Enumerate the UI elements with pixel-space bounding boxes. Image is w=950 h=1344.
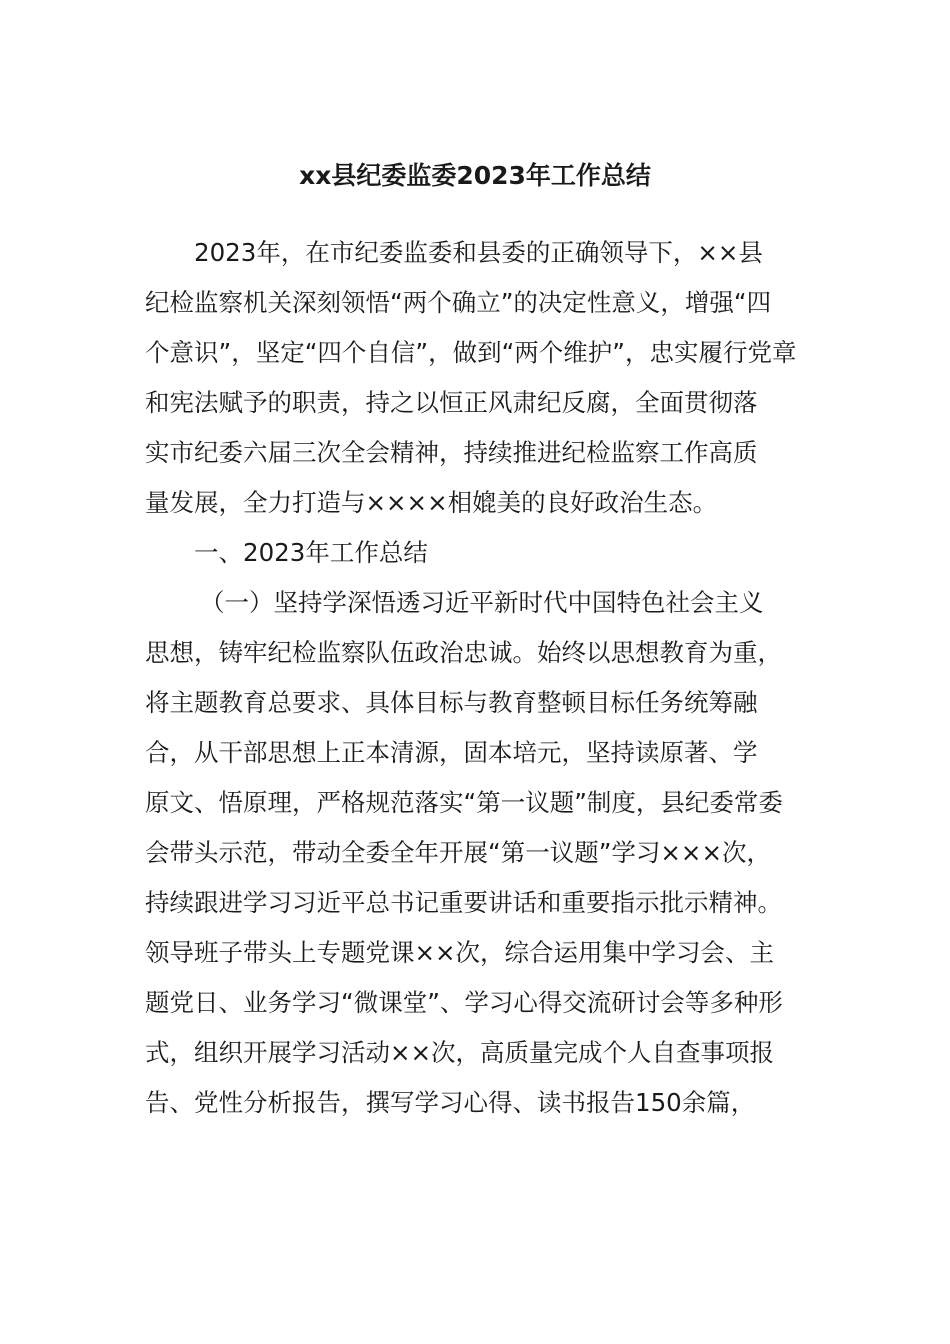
- paragraph-line: 纪检监察机关深刻领悟“两个确立”的决定性意义，增强“四: [145, 288, 772, 317]
- paragraph-line: 领导班子带头上专题党课××次，综合运用集中学习会、主: [145, 938, 775, 967]
- paragraph-line: 实市纪委六届三次全会精神，持续推进纪检监察工作高质: [145, 438, 758, 467]
- paragraph-line: 原文、悟原理，严格规范落实“第一议题”制度，县纪委常委: [145, 788, 783, 817]
- section-heading: 一、2023年工作总结: [194, 538, 428, 567]
- paragraph-line: 持续跟进学习习近平总书记重要讲话和重要指示批示精神。: [145, 888, 782, 917]
- paragraph-line: 将主题教育总要求、具体目标与教育整顿目标任务统筹融: [145, 688, 758, 717]
- subsection-line: （一）坚持学深悟透习近平新时代中国特色社会主义: [200, 588, 764, 617]
- paragraph-line: 和宪法赋予的职责，持之以恒正风肃纪反腐，全面贯彻落: [145, 388, 758, 417]
- paragraph-line: 式，组织开展学习活动××次，高质量完成个人自查事项报: [145, 1038, 775, 1067]
- document-title: xx县纪委监委2023年工作总结: [299, 161, 651, 190]
- paragraph-line: 个意识”，坚定“四个自信”，做到“两个维护”，忠实履行党章: [145, 338, 797, 367]
- paragraph-line: 思想，铸牢纪检监察队伍政治忠诚。始终以思想教育为重，: [145, 638, 782, 667]
- paragraph-line: 会带头示范，带动全委全年开展“第一议题”学习×××次，: [145, 838, 771, 867]
- paragraph-line: 量发展，全力打造与××××相媲美的良好政治生态。: [145, 488, 718, 517]
- paragraph-line: 2023年，在市纪委监委和县委的正确领导下，××县: [194, 238, 763, 267]
- paragraph-line: 题党日、业务学习“微课堂”、学习心得交流研讨会等多种形: [145, 988, 783, 1017]
- document-body: [145, 228, 805, 1128]
- paragraph-line: 告、党性分析报告，撰写学习心得、读书报告150余篇，: [145, 1088, 756, 1117]
- paragraph-line: 合，从干部思想上正本清源，固本培元，坚持读原著、学: [145, 738, 758, 767]
